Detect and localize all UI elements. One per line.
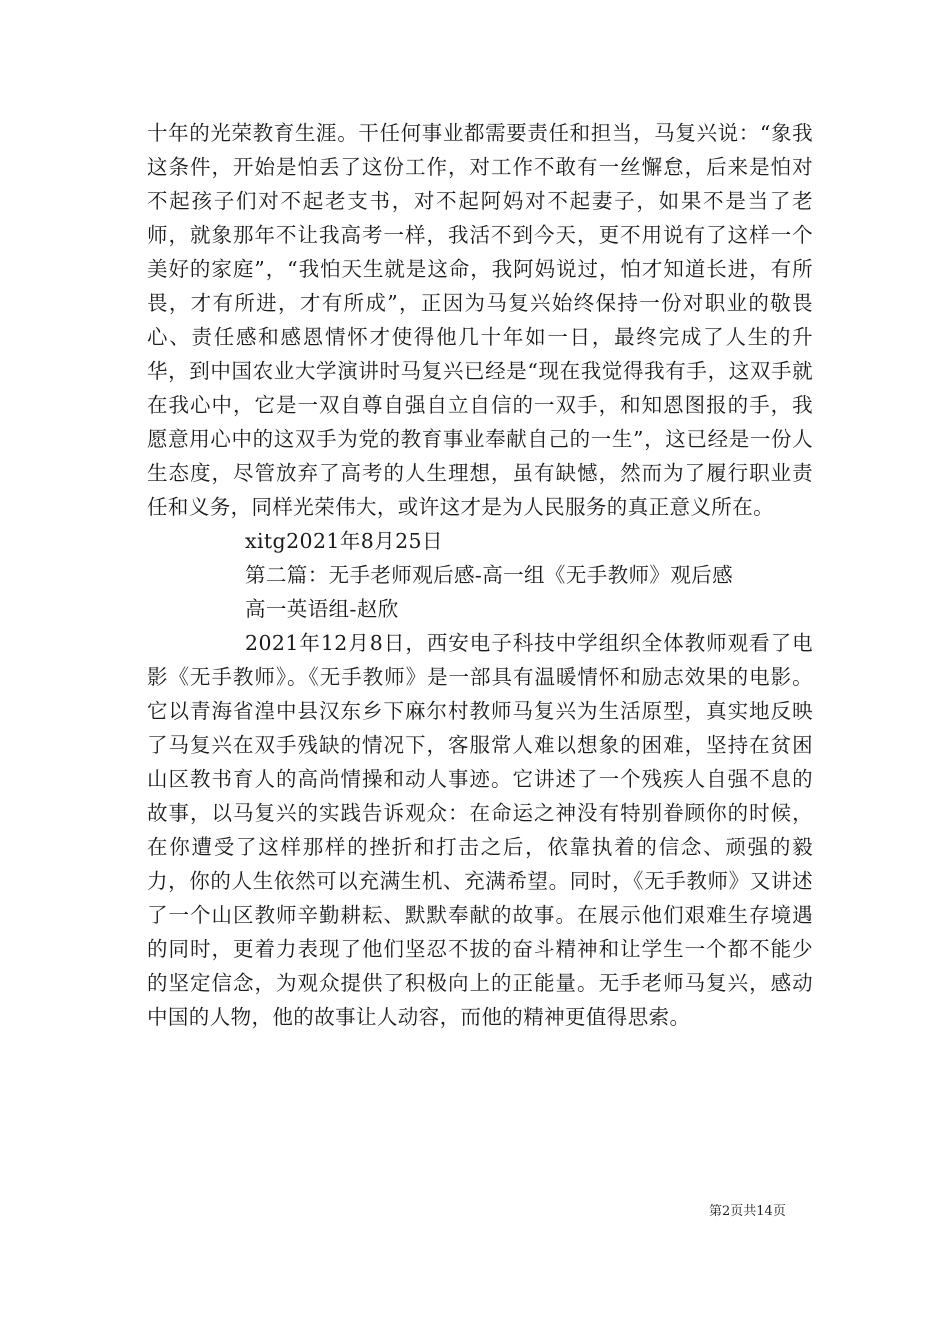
paragraph-continuation: 十年的光荣教育生涯。干任何事业都需要责任和担当，马复兴说：“象我这条件，开始是怕丢了这份工作，对工作不敢有一丝懈怠，后来是怕对不起孩子们对不起老支书，对不起阿妈对不起妻子，如果不是当了老师，就象那年不让我高考一样，我活不到今天，更不用说有了这样一个美好的家庭”，“我怕天生就是这命，我阿妈说过，怕才知道长进，有所畏，才有所进，才有所成”，正因为马复兴始终保持一份对职业的敬畏心、责任感和感恩情怀才使得他几十年如一日，最终完成了人生的升华，到中国农业大学演讲时马复兴已经是“现在我觉得我有手，这双手就在我心中，它是一双自尊自强自立自信的一双手，和知恩图报的手，我愿意用心中的这双手为党的教育事业奉献自己的一生”，这已经是一份人生态度，尽管放弃了高考的人生理想，虽有缺憾，然而为了履行职业责任和义务，同样光荣伟大，或许这才是为人民服务的真正意义所在。 [147, 121, 813, 519]
section-title: 第二篇：无手老师观后感-高一组《无手教师》观后感 [245, 563, 734, 587]
paragraph-body: 2021年12月8日，西安电子科技中学组织全体教师观看了电影《无手教师》。《无手教师》是一部具有温暖情怀和励志效果的电影。它以青海省湟中县汉东乡下麻尔村教师马复兴为生活原型，真实地反映了马复兴在双手残缺的情况下，客服常人难以想象的困难，坚持在贫困山区教书育人的高尚情操和动人事迹。它讲述了一个残疾人自强不息的故事，以马复兴的实践告诉观众：在命运之神没有特别眷顾你的时候，在你遭受了这样那样的挫折和打击之后，依靠执着的信念、顽强的毅力，你的人生依然可以充满生机、充满希望。同时，《无手教师》又讲述了一个山区教师辛勤耕耘、默默奉献的故事。在展示他们艰难生存境遇的同时，更着力表现了他们坚忍不拔的奋斗精神和让学生一个都不能少的坚定信念，为观众提供了积极向上的正能量。无手老师马复兴，感动中国的人物，他的故事让人动容，而他的精神更值得思索。 [147, 631, 813, 1029]
document-body [147, 116, 813, 1034]
signature-date: xitg2021年8月25日 [245, 529, 443, 553]
author-line: 高一英语组-赵欣 [245, 597, 399, 621]
page-number: 第2页共14页 [709, 1204, 786, 1219]
